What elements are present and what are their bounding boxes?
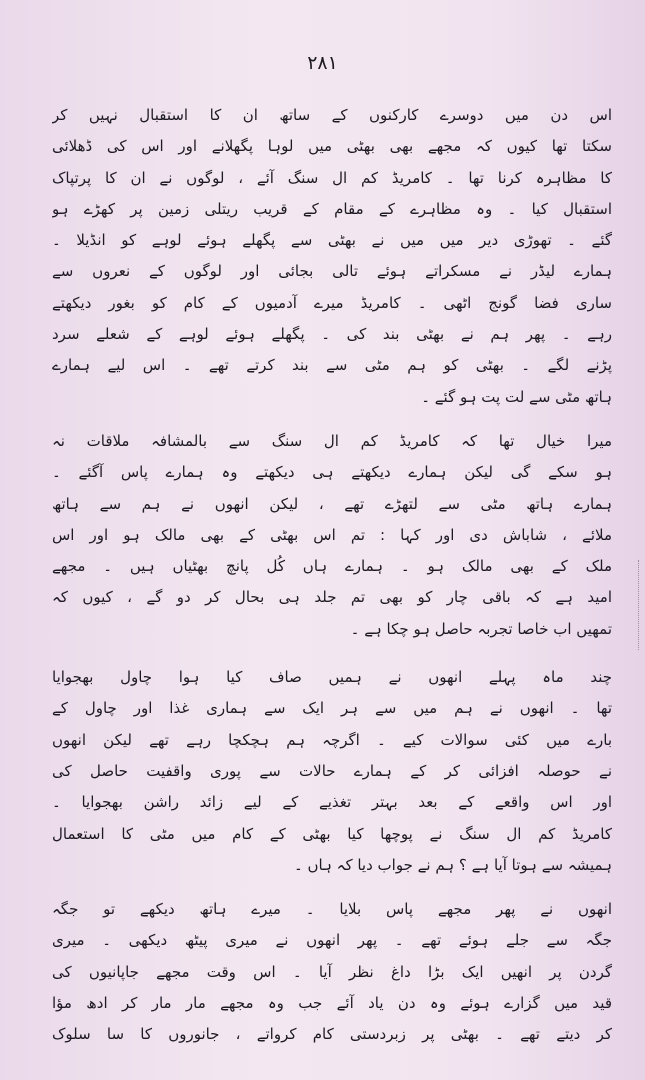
text-line: تھا ۔ انھوں نے ہم میں سے ہر ایک سے ہماری غذا اور چاول کے xyxy=(52,699,612,718)
text-line: تمھیں اب خاصا تجربہ حاصل ہو چکا ہے ۔ xyxy=(350,619,612,638)
paragraph-3 xyxy=(52,662,612,881)
text-line: انھوں نے پھر مجھے پاس بلایا ۔ میرے ہاتھ دیکھے تو جگہ xyxy=(52,900,612,919)
text-line: کا مظاہرہ کرنا تھا ۔ کامریڈ کم ال سنگ آئے ، لوگوں نے ان کا پرتپاک xyxy=(52,168,612,187)
text-line: استقبال کیا ۔ وہ مظاہرے کے مقام کے قریب ریتلی زمین پر کھڑے ہو xyxy=(52,199,612,218)
text-line: جگہ سے جلے ہوئے تھے ۔ پھر انھوں نے میری پیٹھ دیکھی ۔ میری xyxy=(52,931,612,950)
paragraph-1 xyxy=(52,100,612,413)
text-line: ساری فضا گونج اٹھی ۔ کامریڈ میرے آدمیوں کے کام کو بغور دیکھتے xyxy=(52,293,612,312)
page-number: ۲۸۱ xyxy=(307,52,338,74)
text-line: قید میں گزارے ہوئے وہ دن یاد آئے جب وہ مجھے مار مار کر ادھ مؤا xyxy=(52,994,612,1013)
text-line: رہے ۔ پھر ہم نے بھٹی بند کی ۔ پگھلے ہوئے لوہے کے شعلے سرد xyxy=(52,325,612,344)
text-line: ہمارے لیڈر نے مسکراتے ہوئے تالی بجائی اور لوگوں کے نعروں سے xyxy=(52,262,612,281)
text-line: ملک کے بھی مالک ہو ۔ ہمارے ہاں کُل پانچ بھٹیاں ہیں ۔ مجھے xyxy=(52,557,612,576)
text-line: امید ہے کہ باقی چار کو بھی تم جلد ہی بحال کر دو گے ، کیوں کہ xyxy=(52,588,612,607)
text-line: ہمارے ہاتھ مٹی سے لتھڑے تھے ، لیکن انھوں نے ہم سے ہاتھ xyxy=(52,494,612,513)
body-text xyxy=(52,100,612,1051)
text-line: چند ماہ پہلے انھوں نے ہمیں صاف کیا ہوا چاول بھجوایا xyxy=(52,668,612,687)
page-edge-marks xyxy=(634,560,639,650)
text-line: گردن پر انھیں ایک بڑا داغ نظر آیا ۔ اس وقت مجھے جاپانیوں کی xyxy=(52,962,612,981)
text-line: سکتا تھا کیوں کہ مجھے بھی بھٹی میں لوہا پگھلانے اور اس کی ڈھلائی xyxy=(52,137,612,156)
text-line: اس دن میں دوسرے کارکنوں کے ساتھ ان کا استقبال نہیں کر xyxy=(52,106,612,124)
text-line: کامریڈ کم ال سنگ نے پوچھا کیا بھٹی کے کام میں مٹی کا استعمال xyxy=(52,824,612,843)
text-line: بارے میں کئی سوالات کیے ۔ اگرچہ ہم ہچکچا رہے تھے لیکن انھوں xyxy=(52,730,612,749)
text-line: ہو سکے گی لیکن ہمارے دیکھتے ہی دیکھتے وہ ہمارے پاس آگئے ۔ xyxy=(52,463,612,482)
text-line: پڑنے لگے ۔ بھٹی کو ہم مٹی سے بند کرتے تھے ۔ اس لیے ہمارے xyxy=(52,356,612,375)
text-line: نے حوصلہ افزائی کر کے ہمارے حالات سے پوری واقفیت حاصل کی xyxy=(52,761,612,780)
text-line: کر دیتے تھے ۔ بھٹی پر زبردستی کام کرواتے ، جانوروں کا سا سلوک xyxy=(52,1025,612,1044)
text-line: اور اس واقعے کے بعد بہتر تغذیے کے لیے زائد راشن بھجوایا ۔ xyxy=(52,793,612,812)
text-line: گئے ۔ تھوڑی دیر میں میں نے بھٹی سے پگھلے ہوئے لوہے کو انڈیلا ۔ xyxy=(52,231,612,250)
text-line: ہمیشہ سے ہوتا آیا ہے ؟ ہم نے جواب دیا کہ ہاں ۔ xyxy=(293,855,612,874)
paragraph-2 xyxy=(52,426,612,645)
paragraph-4 xyxy=(52,894,612,1050)
text-line: میرا خیال تھا کہ کامریڈ کم ال سنگ سے بالمشافہ ملاقات نہ xyxy=(52,431,612,450)
text-line: ملائے ، شاباش دی اور کہا : تم اس بھٹی کے بھی مالک ہو اور اس xyxy=(52,525,612,544)
text-line: ہاتھ مٹی سے لت پت ہو گئے ۔ xyxy=(421,387,612,406)
